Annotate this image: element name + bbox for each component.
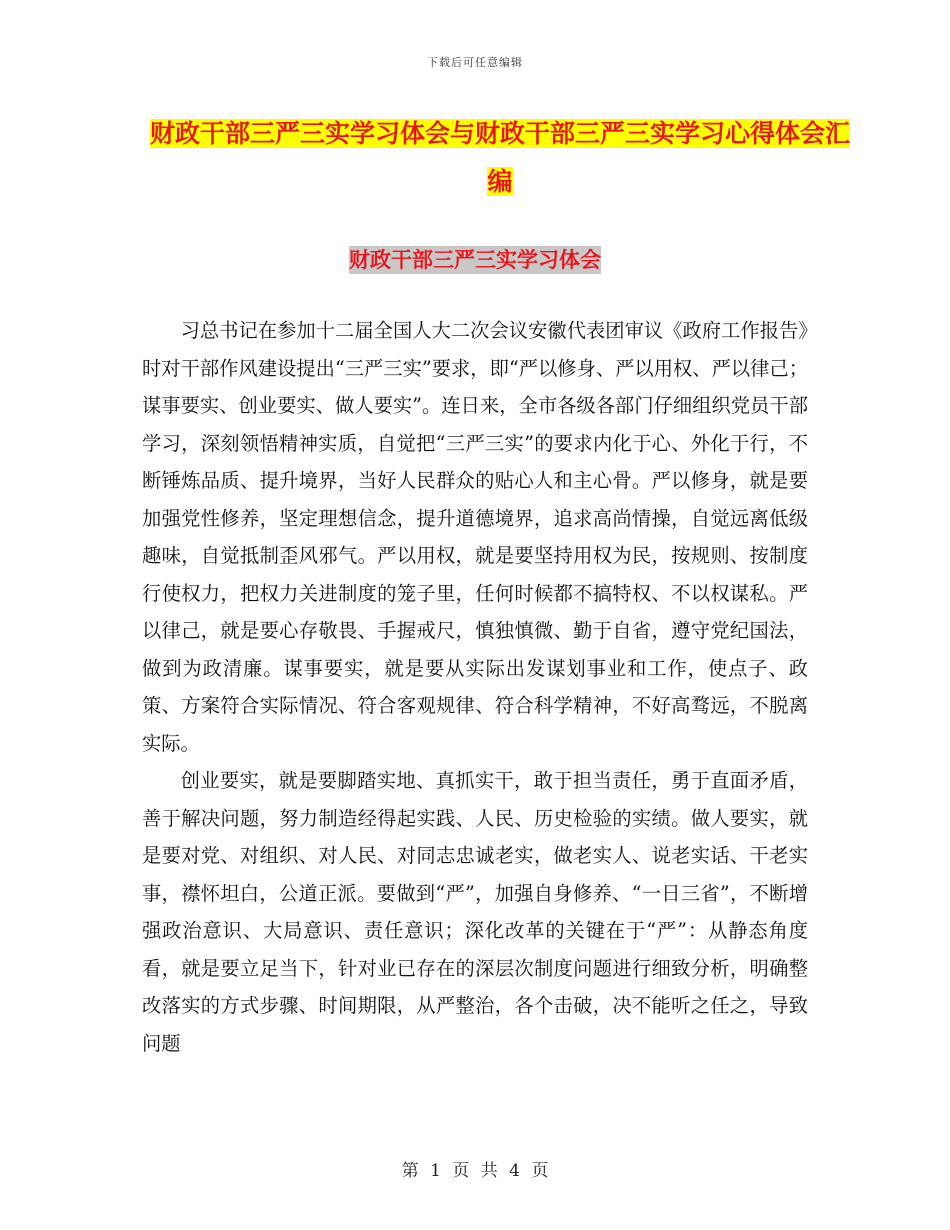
body-paragraph: 创业要实，就是要脚踏实地、真抓实干，敢于担当责任，勇于直面矛盾，善于解决问题，努力制造经得起实践、人民、历史检验的实绩。做人要实，就是要对党、对组织、对人民、对同志忠诚老实，做老实人、说老实话、干老实事，襟怀坦白，公道正派。要做到“严”，加强自身修养、“一日三省”，不断增强政治意识、大局意识、责任意识；深化改革的关键在于“严”：从静态角度看，就是要立足当下，针对业已存在的深层次制度问题进行细致分析，明确整改落实的方式步骤、时间期限，从严整治，各个击破，决不能听之任之，导致问题	[142, 769, 808, 1055]
header-note: 下载后可任意编辑	[427, 56, 523, 69]
document-body	[142, 312, 808, 1062]
document-title-text: 财政干部三严三实学习体会与财政干部三严三实学习心得体会汇编	[149, 119, 850, 196]
page-footer: 第 1 页 共 4 页	[401, 1161, 549, 1181]
section-subtitle	[0, 244, 950, 274]
body-paragraph: 习总书记在参加十二届全国人大二次会议安徽代表团审议《政府工作报告》时对干部作风建设提出“三严三实”要求，即“严以修身、严以用权、严以律己；谋事要实、创业要实、做人要实”。连日来，全市各级各部门仔细组织党员干部学习，深刻领悟精神实质，自觉把“三严三实”的要求内化于心、外化于行，不断锤炼品质、提升境界，当好人民群众的贴心人和主心骨。严以修身，就是要加强党性修养，坚定理想信念，提升道德境界，追求高尚情操，自觉远离低级趣味，自觉抵制歪风邪气。严以用权，就是要坚持用权为民，按规则、按制度行使权力，把权力关进制度的笼子里，任何时候都不搞特权、不以权谋私。严以律己，就是要心存敬畏、手握戒尺，慎独慎微、勤于自省，遵守党纪国法，做到为政清廉。谋事要实，就是要从实际出发谋划事业和工作，使点子、政策、方案符合实际情况、符合客观规律、符合科学精神，不好高骛远，不脱离实际。	[142, 319, 808, 755]
document-title	[140, 110, 860, 206]
section-subtitle-text: 财政干部三严三实学习体会	[349, 248, 601, 272]
